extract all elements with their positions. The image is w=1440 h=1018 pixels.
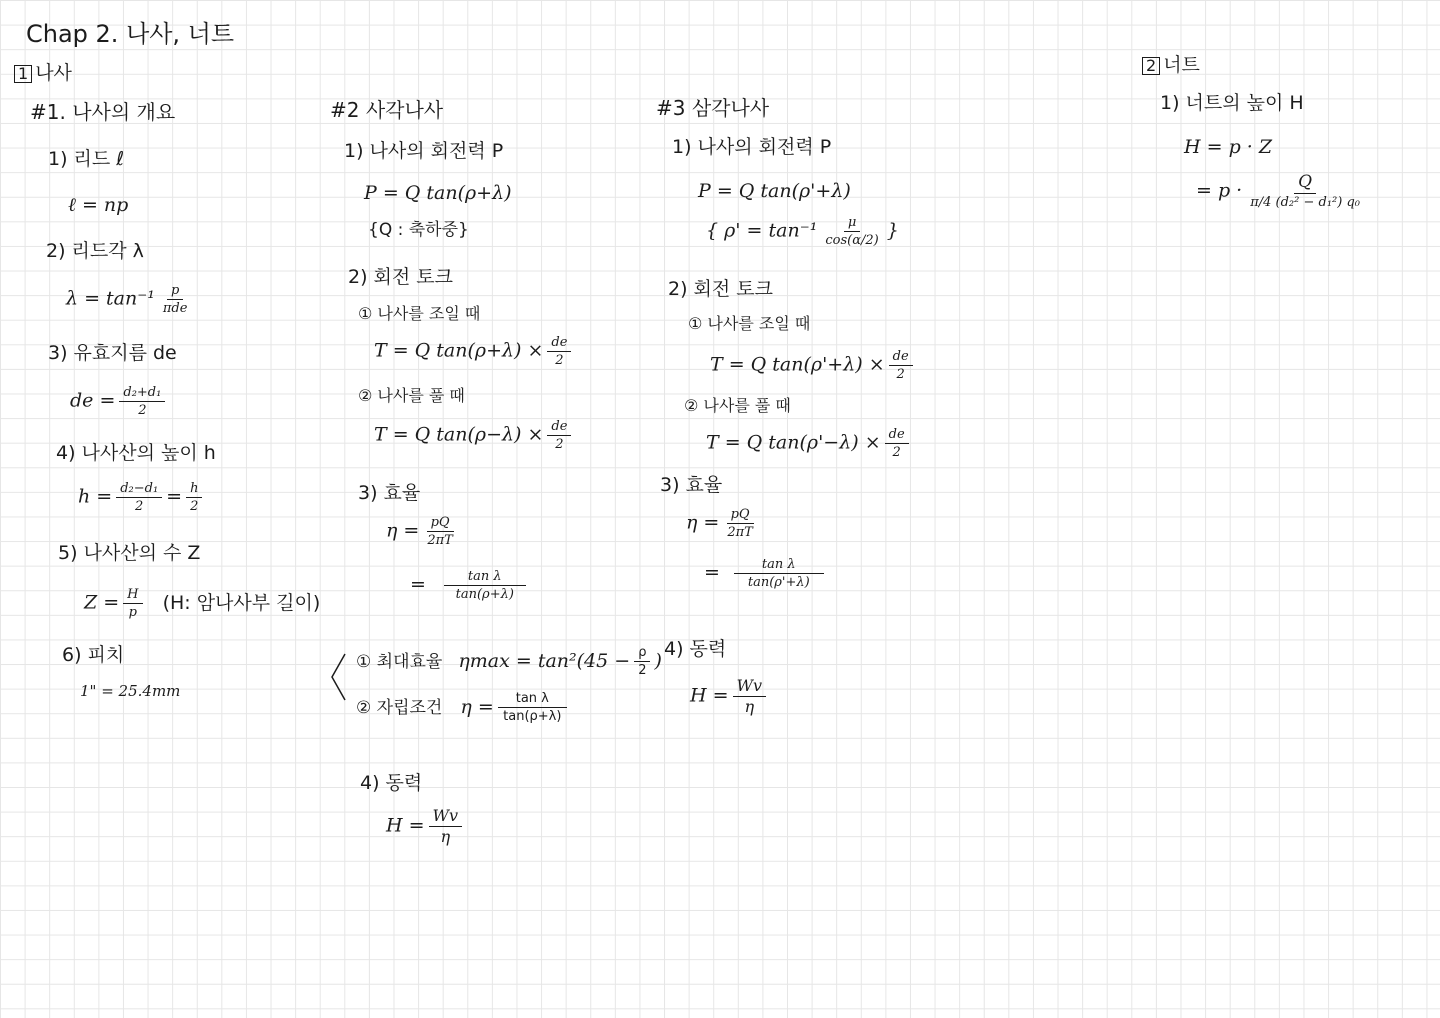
fraction: $\frac{pQ}{2\pi T}$ (427, 515, 453, 548)
item-lead: 1) 리드 ℓ (48, 148, 125, 170)
formula-thread-height: h = $\frac{\text{d₂−d₁}}{2}$ = $\frac{h}{2}$ (78, 482, 206, 513)
fraction: $\frac{de}{2}$ (547, 336, 571, 367)
bracket-icon (330, 652, 346, 702)
formula-nut-height: H = p · Z (1184, 136, 1273, 158)
max-efficiency-row: ① 최대효율 ηmax = tan²(45 − $\frac{\rho}{2}$ ) (356, 645, 662, 678)
item-effective-diameter: 3) 유효지름 de (48, 342, 177, 364)
item-rotational-force: 1) 나사의 회전력 P (672, 136, 832, 158)
fraction: $\frac{\text{tan λ}}{\tan(\rho+\lambda)}$ (498, 692, 567, 723)
case-loosening: ② 나사를 풀 때 (684, 396, 791, 415)
fraction: $\frac{Wv}{\eta}$ (429, 808, 462, 845)
item-lead-angle: 2) 리드각 λ (46, 240, 144, 262)
formula-loosening-torque: T = Q tan(ρ'−λ) × $\frac{de}{2}$ (706, 428, 913, 459)
section-label: 너트 (1163, 54, 1200, 76)
formula-efficiency: η = $\frac{pQ}{2\pi T}$ (686, 508, 761, 539)
item-thread-count: 5) 나사산의 수 Z (58, 542, 201, 564)
section-number: 2 (1142, 57, 1160, 75)
fraction: $\frac{\text{d₂+d₁}}{2}$ (119, 386, 165, 417)
fraction: $\frac{de}{2}$ (547, 420, 571, 451)
formula-effective-diameter: de = $\frac{\text{d₂+d₁}}{2}$ (70, 386, 169, 417)
formula-rotational-force: P = Q tan(ρ+λ) (364, 182, 512, 204)
fraction: $\frac{de}{2}$ (889, 350, 913, 381)
item-rotational-force: 1) 나사의 회전력 P (344, 140, 504, 162)
self-locking-row: ② 자립조건 η = $\frac{\text{tan λ}}{\tan(\rho+\lambda)}$ (356, 692, 571, 723)
item-torque: 2) 회전 토크 (668, 278, 773, 300)
formula-tightening-torque: T = Q tan(ρ'+λ) × $\frac{de}{2}$ (710, 350, 917, 381)
fraction: $\frac{\text{tan λ}}{\tan(\rho'+\lambda)}$ (734, 558, 824, 589)
fraction: $\frac{pQ}{2\pi T}$ (727, 507, 753, 540)
formula-lead-angle: λ = tan⁻¹ $\frac{p}{\text{πde}}$ (66, 284, 195, 315)
page-title: Chap 2. 나사, 너트 (26, 20, 235, 48)
fraction: $\frac{\mu}{\cos(\alpha/2)}$ (825, 215, 879, 248)
formula-efficiency: η = $\frac{pQ}{2\pi T}$ (386, 516, 461, 547)
item-power: 4) 동력 (664, 638, 727, 660)
formula-efficiency-tan: = $\frac{\text{tan λ}}{\tan(\rho+\lambda)}$ (410, 570, 530, 601)
case-tightening: ① 나사를 조일 때 (358, 304, 481, 323)
item-efficiency: 3) 효율 (660, 474, 723, 496)
fraction: $\frac{de}{2}$ (885, 428, 909, 459)
fraction: $\frac{\rho}{2}$ (634, 646, 650, 677)
formula-pitch: 1" = 25.4mm (80, 682, 181, 700)
formula-thread-count: Z = $\frac{H}{p}$ (H: 암나사부 길이) (84, 587, 321, 620)
col3-heading: #3 삼각나사 (656, 96, 770, 120)
formula-power: H = $\frac{Wv}{\eta}$ (690, 678, 770, 715)
section-nasa (14, 64, 72, 83)
section-label: 나사 (35, 62, 72, 84)
item-nut-height: 1) 너트의 높이 H (1160, 92, 1304, 114)
formula-nut-height-expanded: = p · $\frac{Q}{\text{π/4 (d₂² − d₁²) q₀}}$ (1196, 174, 1368, 209)
fraction: $\frac{\text{tan λ}}{\tan(\rho+\lambda)}$ (444, 570, 526, 601)
item-pitch: 6) 피치 (62, 644, 125, 666)
case-loosening: ② 나사를 풀 때 (358, 386, 465, 405)
friction-angle-note: { ρ' = tan⁻¹ $\frac{\mu}{\cos(\alpha/2)}$ } (706, 215, 899, 248)
item-torque: 2) 회전 토크 (348, 266, 453, 288)
section-nut (1142, 56, 1200, 75)
item-thread-height: 4) 나사산의 높이 h (56, 442, 216, 464)
col1-heading: #1. 나사의 개요 (30, 100, 176, 124)
item-power: 4) 동력 (360, 772, 423, 794)
section-number: 1 (14, 65, 32, 83)
fraction: $\frac{\text{d₂−d₁}}{2}$ (116, 482, 162, 513)
fraction: $\frac{Wv}{\eta}$ (733, 678, 766, 715)
fraction: $\frac{p}{\text{πde}}$ (162, 283, 188, 316)
axial-load-note: {Q : 축하중} (368, 220, 469, 240)
fraction: $\frac{Q}{\text{π/4 (d₂² − d₁²) q₀}}$ (1250, 172, 1360, 210)
thread-count-note: (H: 암나사부 길이) (162, 591, 321, 614)
fraction: $\frac{h}{2}$ (186, 482, 202, 513)
col2-heading: #2 사각나사 (330, 98, 444, 122)
formula-tightening-torque: T = Q tan(ρ+λ) × $\frac{de}{2}$ (374, 336, 575, 367)
formula-rotational-force: P = Q tan(ρ'+λ) (698, 180, 851, 202)
formula-power: H = $\frac{Wv}{\eta}$ (386, 808, 466, 845)
formula-lead: ℓ = np (68, 194, 129, 216)
fraction: $\frac{H}{p}$ (123, 588, 142, 619)
formula-loosening-torque: T = Q tan(ρ−λ) × $\frac{de}{2}$ (374, 420, 575, 451)
item-efficiency: 3) 효율 (358, 482, 421, 504)
formula-efficiency-tan: = $\frac{\text{tan λ}}{\tan(\rho'+\lambda)}$ (704, 558, 828, 589)
case-tightening: ① 나사를 조일 때 (688, 314, 811, 333)
